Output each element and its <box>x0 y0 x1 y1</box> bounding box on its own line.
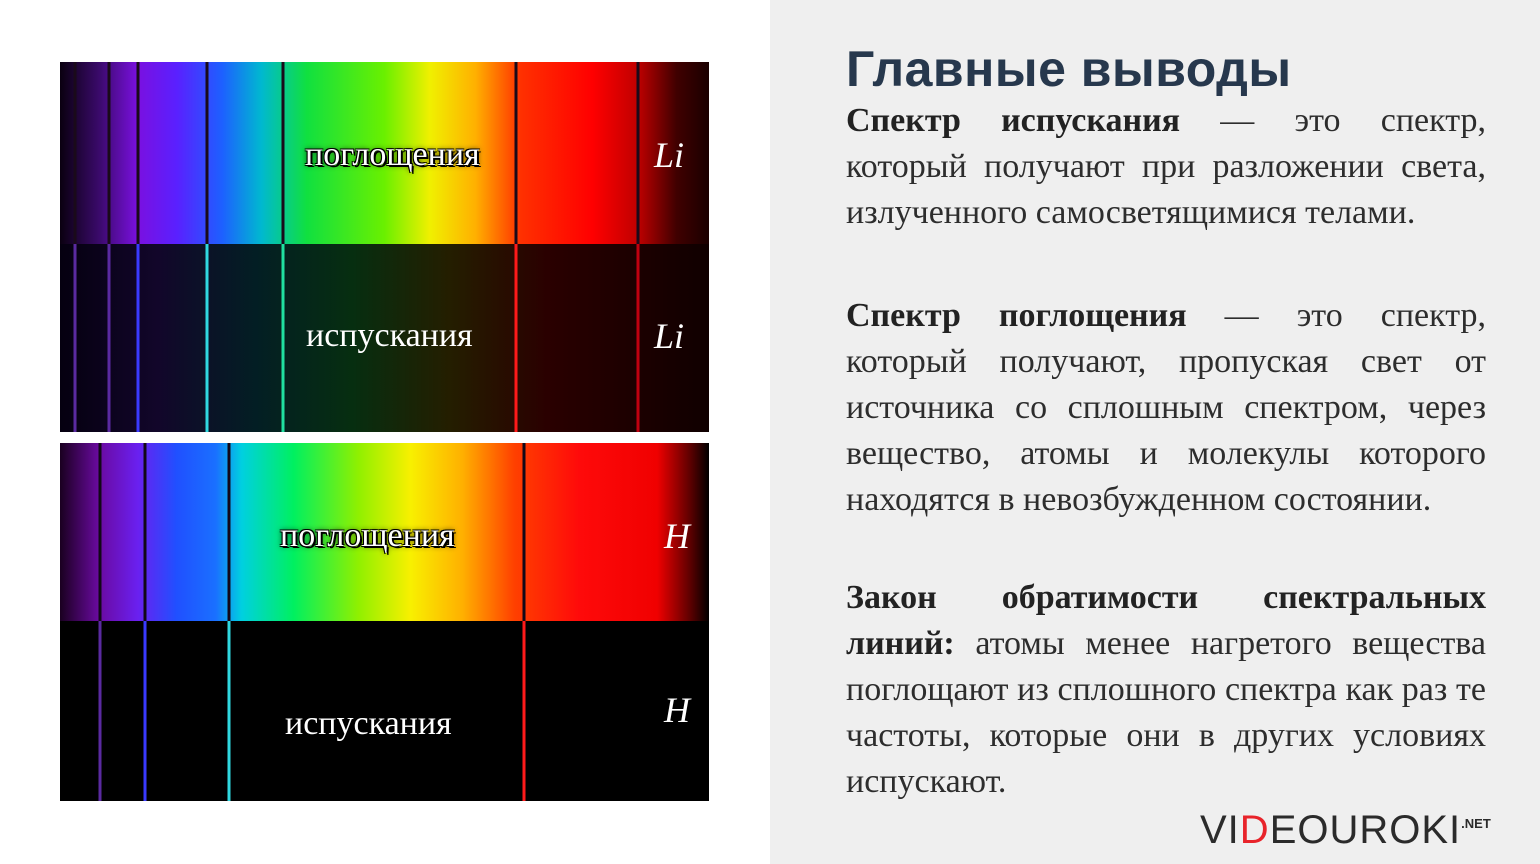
logo-text-part2: EOUROKI <box>1269 808 1462 852</box>
logo-text-suffix: .NET <box>1461 816 1491 831</box>
reversibility-law <box>846 575 1486 805</box>
hydrogen-symbol-absorption: H <box>664 516 690 556</box>
hydrogen-spectra-figure <box>60 443 709 801</box>
hydrogen-spectra-svg <box>60 443 709 801</box>
absorption-spectrum-term: Спектр поглощения <box>846 297 1187 334</box>
logo-text-part1: VI <box>1200 808 1240 852</box>
lithium-symbol-absorption: Li <box>654 135 685 175</box>
lithium-spectra-svg <box>60 62 709 432</box>
hydrogen-symbol-emission: H <box>664 690 690 730</box>
hydrogen-absorption-label: поглощения <box>280 517 455 554</box>
reversibility-law-term: Закон обратимости спектральных линий: <box>846 579 1486 662</box>
hydrogen-emission-label: испускания <box>285 705 452 742</box>
absorption-spectrum-text: — это спектр, который получают, пропуская свет от источника со сплошным спектром, через вещество, атомы и молекулы которого находятся в невозбужденном состоянии. <box>846 297 1486 518</box>
reversibility-law-text: атомы менее нагретого вещества поглощают из сплошного спектра как раз те частоты, которые они в других условиях испускают. <box>846 625 1486 800</box>
emission-spectrum-definition <box>846 98 1486 236</box>
lithium-absorption-label: поглощения <box>305 136 480 173</box>
emission-spectrum-term: Спектр испускания <box>846 102 1181 139</box>
lithium-symbol-emission: Li <box>654 316 685 356</box>
videouroki-logo <box>1200 808 1491 864</box>
absorption-spectrum-definition <box>846 293 1486 523</box>
emission-spectrum-text: — это спектр, который получают при разложении света, излученного самосветящимися телами. <box>846 102 1486 231</box>
lithium-spectra-figure <box>60 62 709 432</box>
lithium-emission-label: испускания <box>306 317 473 354</box>
slide-title: Главные выводы <box>846 41 1292 97</box>
logo-text-accent: D <box>1239 808 1270 852</box>
